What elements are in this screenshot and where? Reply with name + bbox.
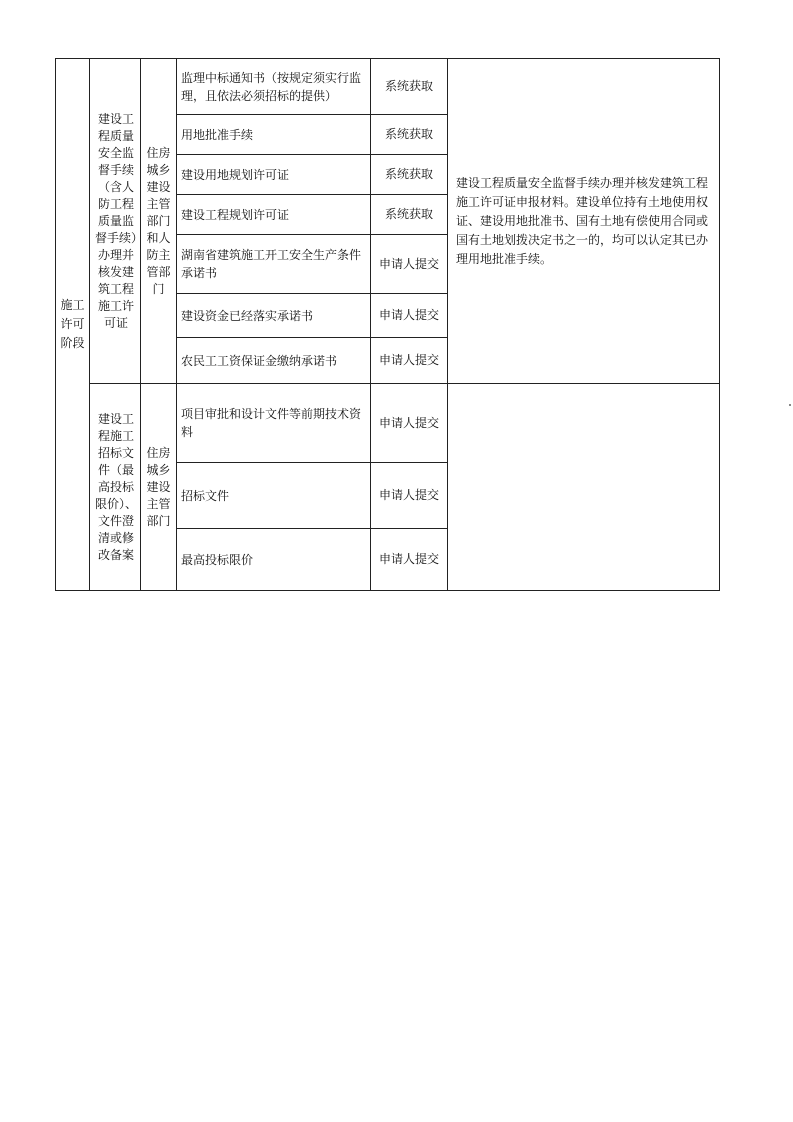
- material-label: 监理中标通知书（按规定须实行监理，且依法必须招标的提供）: [181, 70, 362, 103]
- source-label: 申请人提交: [378, 308, 439, 322]
- table-row: [56, 59, 720, 115]
- material-label: 农民工工资保证金缴纳承诺书: [181, 353, 338, 368]
- material-label: 最高投标限价: [181, 552, 254, 567]
- source-label: 申请人提交: [378, 353, 439, 367]
- material-cell: [177, 195, 371, 235]
- source-label: 申请人提交: [378, 552, 439, 566]
- source-cell: [371, 235, 448, 294]
- item-label: 建设工程施工招标文件（最高投标限价）、文件澄清或修改备案: [94, 411, 137, 562]
- note-cell: [448, 59, 720, 384]
- dept-label: 住房城乡建设主管部门: [146, 445, 171, 528]
- material-cell: [177, 463, 371, 529]
- note-cell: [448, 384, 720, 591]
- scan-speck: [789, 404, 791, 406]
- material-label: 建设用地规划许可证: [181, 167, 290, 182]
- source-label: 系统获取: [384, 79, 433, 93]
- material-label: 招标文件: [181, 488, 230, 503]
- source-cell: [371, 463, 448, 529]
- source-cell: [371, 115, 448, 155]
- source-label: 系统获取: [384, 167, 433, 181]
- item-label: 建设工程质量安全监督手续（含人防工程质量监督手续）办理并核发建筑工程施工许可证: [94, 111, 137, 330]
- material-label: 建设资金已经落实承诺书: [181, 308, 314, 323]
- stage-label: 施工许可阶段: [60, 298, 85, 350]
- note-text: 建设工程质量安全监督手续办理并核发建筑工程施工许可证申报材料。建设单位持有土地使用权证、建设用地批准书、国有土地有偿使用合同或国有土地划拨决定书之一的，均可以认定其已办理用地批准手续。: [456, 175, 709, 266]
- source-cell: [371, 338, 448, 384]
- material-cell: [177, 115, 371, 155]
- material-cell: [177, 529, 371, 591]
- source-cell: [371, 59, 448, 115]
- source-cell: [371, 384, 448, 463]
- material-cell: [177, 338, 371, 384]
- dept-label: 住房城乡建设主管部门和人防主管部门: [146, 145, 171, 296]
- material-label: 湖南省建筑施工开工安全生产条件承诺书: [181, 248, 362, 280]
- dept-cell: [141, 384, 177, 591]
- source-cell: [371, 195, 448, 235]
- source-label: 申请人提交: [378, 488, 439, 502]
- material-label: 建设工程规划许可证: [181, 207, 290, 222]
- stage-cell: [56, 59, 90, 591]
- material-label: 项目审批和设计文件等前期技术资料: [181, 407, 362, 439]
- source-label: 系统获取: [384, 207, 433, 221]
- table-row: [56, 384, 720, 463]
- source-cell: [371, 294, 448, 338]
- material-cell: [177, 384, 371, 463]
- material-cell: [177, 59, 371, 115]
- source-label: 申请人提交: [378, 256, 439, 271]
- source-label: 系统获取: [384, 127, 433, 141]
- materials-table: [55, 58, 720, 591]
- material-label: 用地批准手续: [181, 127, 254, 142]
- source-cell: [371, 529, 448, 591]
- material-cell: [177, 155, 371, 195]
- material-cell: [177, 294, 371, 338]
- material-cell: [177, 235, 371, 294]
- item-cell: [90, 59, 141, 384]
- source-label: 申请人提交: [378, 415, 439, 430]
- item-cell: [90, 384, 141, 591]
- dept-cell: [141, 59, 177, 384]
- source-cell: [371, 155, 448, 195]
